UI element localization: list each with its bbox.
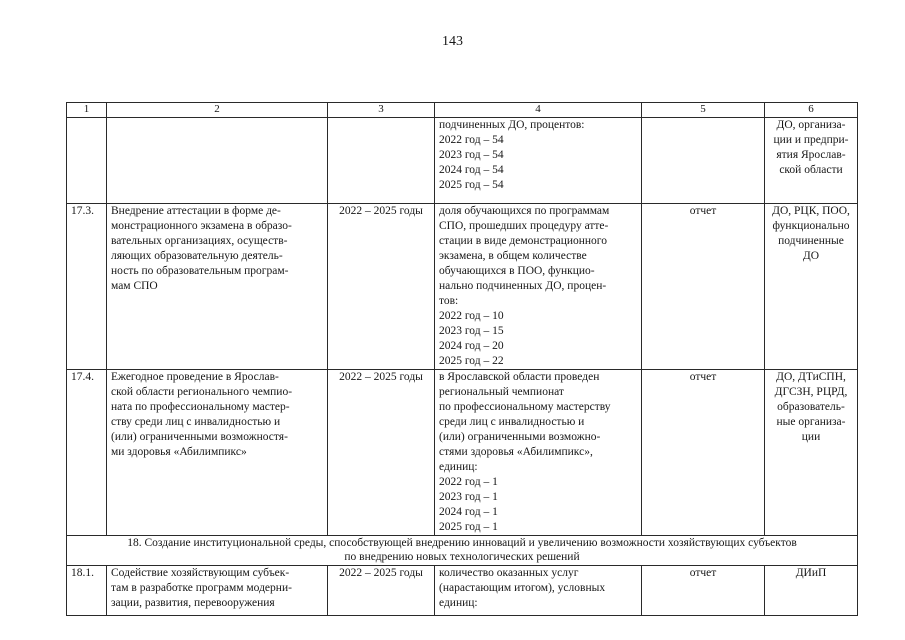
table-row: [67, 370, 858, 536]
text-line: ятия Ярослав-: [776, 149, 846, 161]
activity-cell: [107, 370, 328, 536]
text-line: ДО, ДТиСПН,: [776, 371, 846, 383]
text-line: подчиненных ДО, процентов:: [439, 119, 585, 131]
header-cell: 6: [765, 103, 858, 118]
text-line: 2025 год – 54: [439, 179, 504, 191]
header-cell: 1: [67, 103, 107, 118]
text-line: Внедрение аттестации в форме де-: [111, 205, 281, 217]
text-line: (или) ограниченными возможностя-: [111, 431, 288, 443]
indicator-cell: [435, 370, 642, 536]
num-cell: 17.3.: [67, 204, 107, 370]
num-cell: 17.4.: [67, 370, 107, 536]
text-line: 18. Создание институциональной среды, способствующей внедрению инноваций и увеличению возможности хозяйствующих субъектов: [127, 537, 797, 549]
header-cell: 2: [107, 103, 328, 118]
responsible-cell: [765, 370, 858, 536]
period-cell: 2022 – 2025 годы: [328, 566, 435, 616]
text-line: Ежегодное проведение в Ярослав-: [111, 371, 279, 383]
text-line: Содействие хозяйствующим субъек-: [111, 567, 290, 579]
text-line: ству среди лиц с инвалидностью и: [111, 416, 281, 428]
num-cell: [67, 118, 107, 204]
continuation-row: [67, 118, 858, 204]
text-line: (или) ограниченными возможно-: [439, 431, 601, 443]
text-line: ДО: [802, 250, 820, 262]
header-cell: 5: [642, 103, 765, 118]
section-heading: [67, 536, 858, 566]
text-line: (нарастающим итогом), условных: [439, 582, 606, 594]
text-line: доля обучающихся по программам: [439, 205, 610, 217]
measures-table: [66, 102, 858, 616]
report-cell: отчет: [642, 204, 765, 370]
text-line: нально подчиненных ДО, процен-: [439, 280, 607, 292]
header-row: [67, 103, 858, 118]
text-line: ДО, РЦК, ПОО,: [772, 205, 850, 217]
text-line: ната по профессиональному мастер-: [111, 401, 290, 413]
text-line: ской области: [779, 164, 843, 176]
table-row: [67, 204, 858, 370]
num-cell: 18.1.: [67, 566, 107, 616]
text-line: количество оказанных услуг: [439, 567, 579, 579]
text-line: 2022 год – 54: [439, 134, 504, 146]
text-line: 2023 год – 54: [439, 149, 504, 161]
report-cell: отчет: [642, 370, 765, 536]
activity-cell: [107, 566, 328, 616]
text-line: ДГСЗН, РЦРД,: [774, 386, 848, 398]
period-cell: [328, 118, 435, 204]
responsible-cell: [765, 118, 858, 204]
text-line: 2023 год – 1: [439, 491, 498, 503]
text-line: вательных организациях, осуществ-: [111, 235, 288, 247]
header-cell: 3: [328, 103, 435, 118]
header-cell: 4: [435, 103, 642, 118]
text-line: экзамена, в общем количестве: [439, 250, 587, 262]
text-line: по внедрению новых технологических решений: [344, 551, 580, 563]
text-line: обучающихся в ПОО, функцио-: [439, 265, 595, 277]
page-number: 143: [442, 34, 463, 49]
text-line: зации, развития, перевооружения: [111, 597, 275, 609]
text-line: СПО, прошедших процедуру атте-: [439, 220, 609, 232]
text-line: 2024 год – 54: [439, 164, 504, 176]
text-line: единиц:: [439, 597, 478, 609]
text-line: ные организа-: [776, 416, 846, 428]
indicator-cell: [435, 118, 642, 204]
section-row: [67, 536, 858, 566]
text-line: ДО, организа-: [776, 119, 846, 131]
table-row: [67, 566, 858, 616]
activity-cell: [107, 204, 328, 370]
text-line: ции: [801, 431, 821, 443]
activity-cell: [107, 118, 328, 204]
text-line: 2024 год – 1: [439, 506, 498, 518]
report-cell: [642, 118, 765, 204]
text-line: ляющих образовательную деятель-: [111, 250, 283, 262]
text-line: ность по образовательным програм-: [111, 265, 289, 277]
responsible-cell: [765, 204, 858, 370]
text-line: тов:: [439, 295, 459, 307]
text-line: по профессиональному мастерству: [439, 401, 611, 413]
text-line: региональный чемпионат: [439, 386, 564, 398]
text-line: 2022 год – 1: [439, 476, 498, 488]
text-line: среди лиц с инвалидностью и: [439, 416, 585, 428]
text-line: 2025 год – 1: [439, 521, 498, 533]
period-cell: 2022 – 2025 годы: [328, 204, 435, 370]
indicator-cell: [435, 566, 642, 616]
report-cell: отчет: [642, 566, 765, 616]
text-line: ской области регионального чемпио-: [111, 386, 293, 398]
text-line: 2023 год – 15: [439, 325, 504, 337]
text-line: единиц:: [439, 461, 478, 473]
period-cell: 2022 – 2025 годы: [328, 370, 435, 536]
text-line: образователь-: [777, 401, 845, 413]
indicator-cell: [435, 204, 642, 370]
responsible-cell: [765, 566, 858, 616]
text-line: 2025 год – 22: [439, 355, 504, 367]
text-line: функционально: [772, 220, 850, 232]
text-line: ми здоровья «Абилимпикс»: [111, 446, 247, 458]
text-line: 2022 год – 10: [439, 310, 504, 322]
text-line: ции и предпри-: [773, 134, 849, 146]
text-line: в Ярославской области проведен: [439, 371, 600, 383]
text-line: подчиненные: [778, 235, 844, 247]
text-line: стации в виде демонстрационного: [439, 235, 607, 247]
text-line: ДИиП: [795, 567, 827, 579]
text-line: стями здоровья «Абилимпикс»,: [439, 446, 593, 458]
text-line: там в разработке программ модерни-: [111, 582, 292, 594]
text-line: 2024 год – 20: [439, 340, 504, 352]
text-line: монстрационного экзамена в образо-: [111, 220, 292, 232]
text-line: мам СПО: [111, 280, 158, 292]
